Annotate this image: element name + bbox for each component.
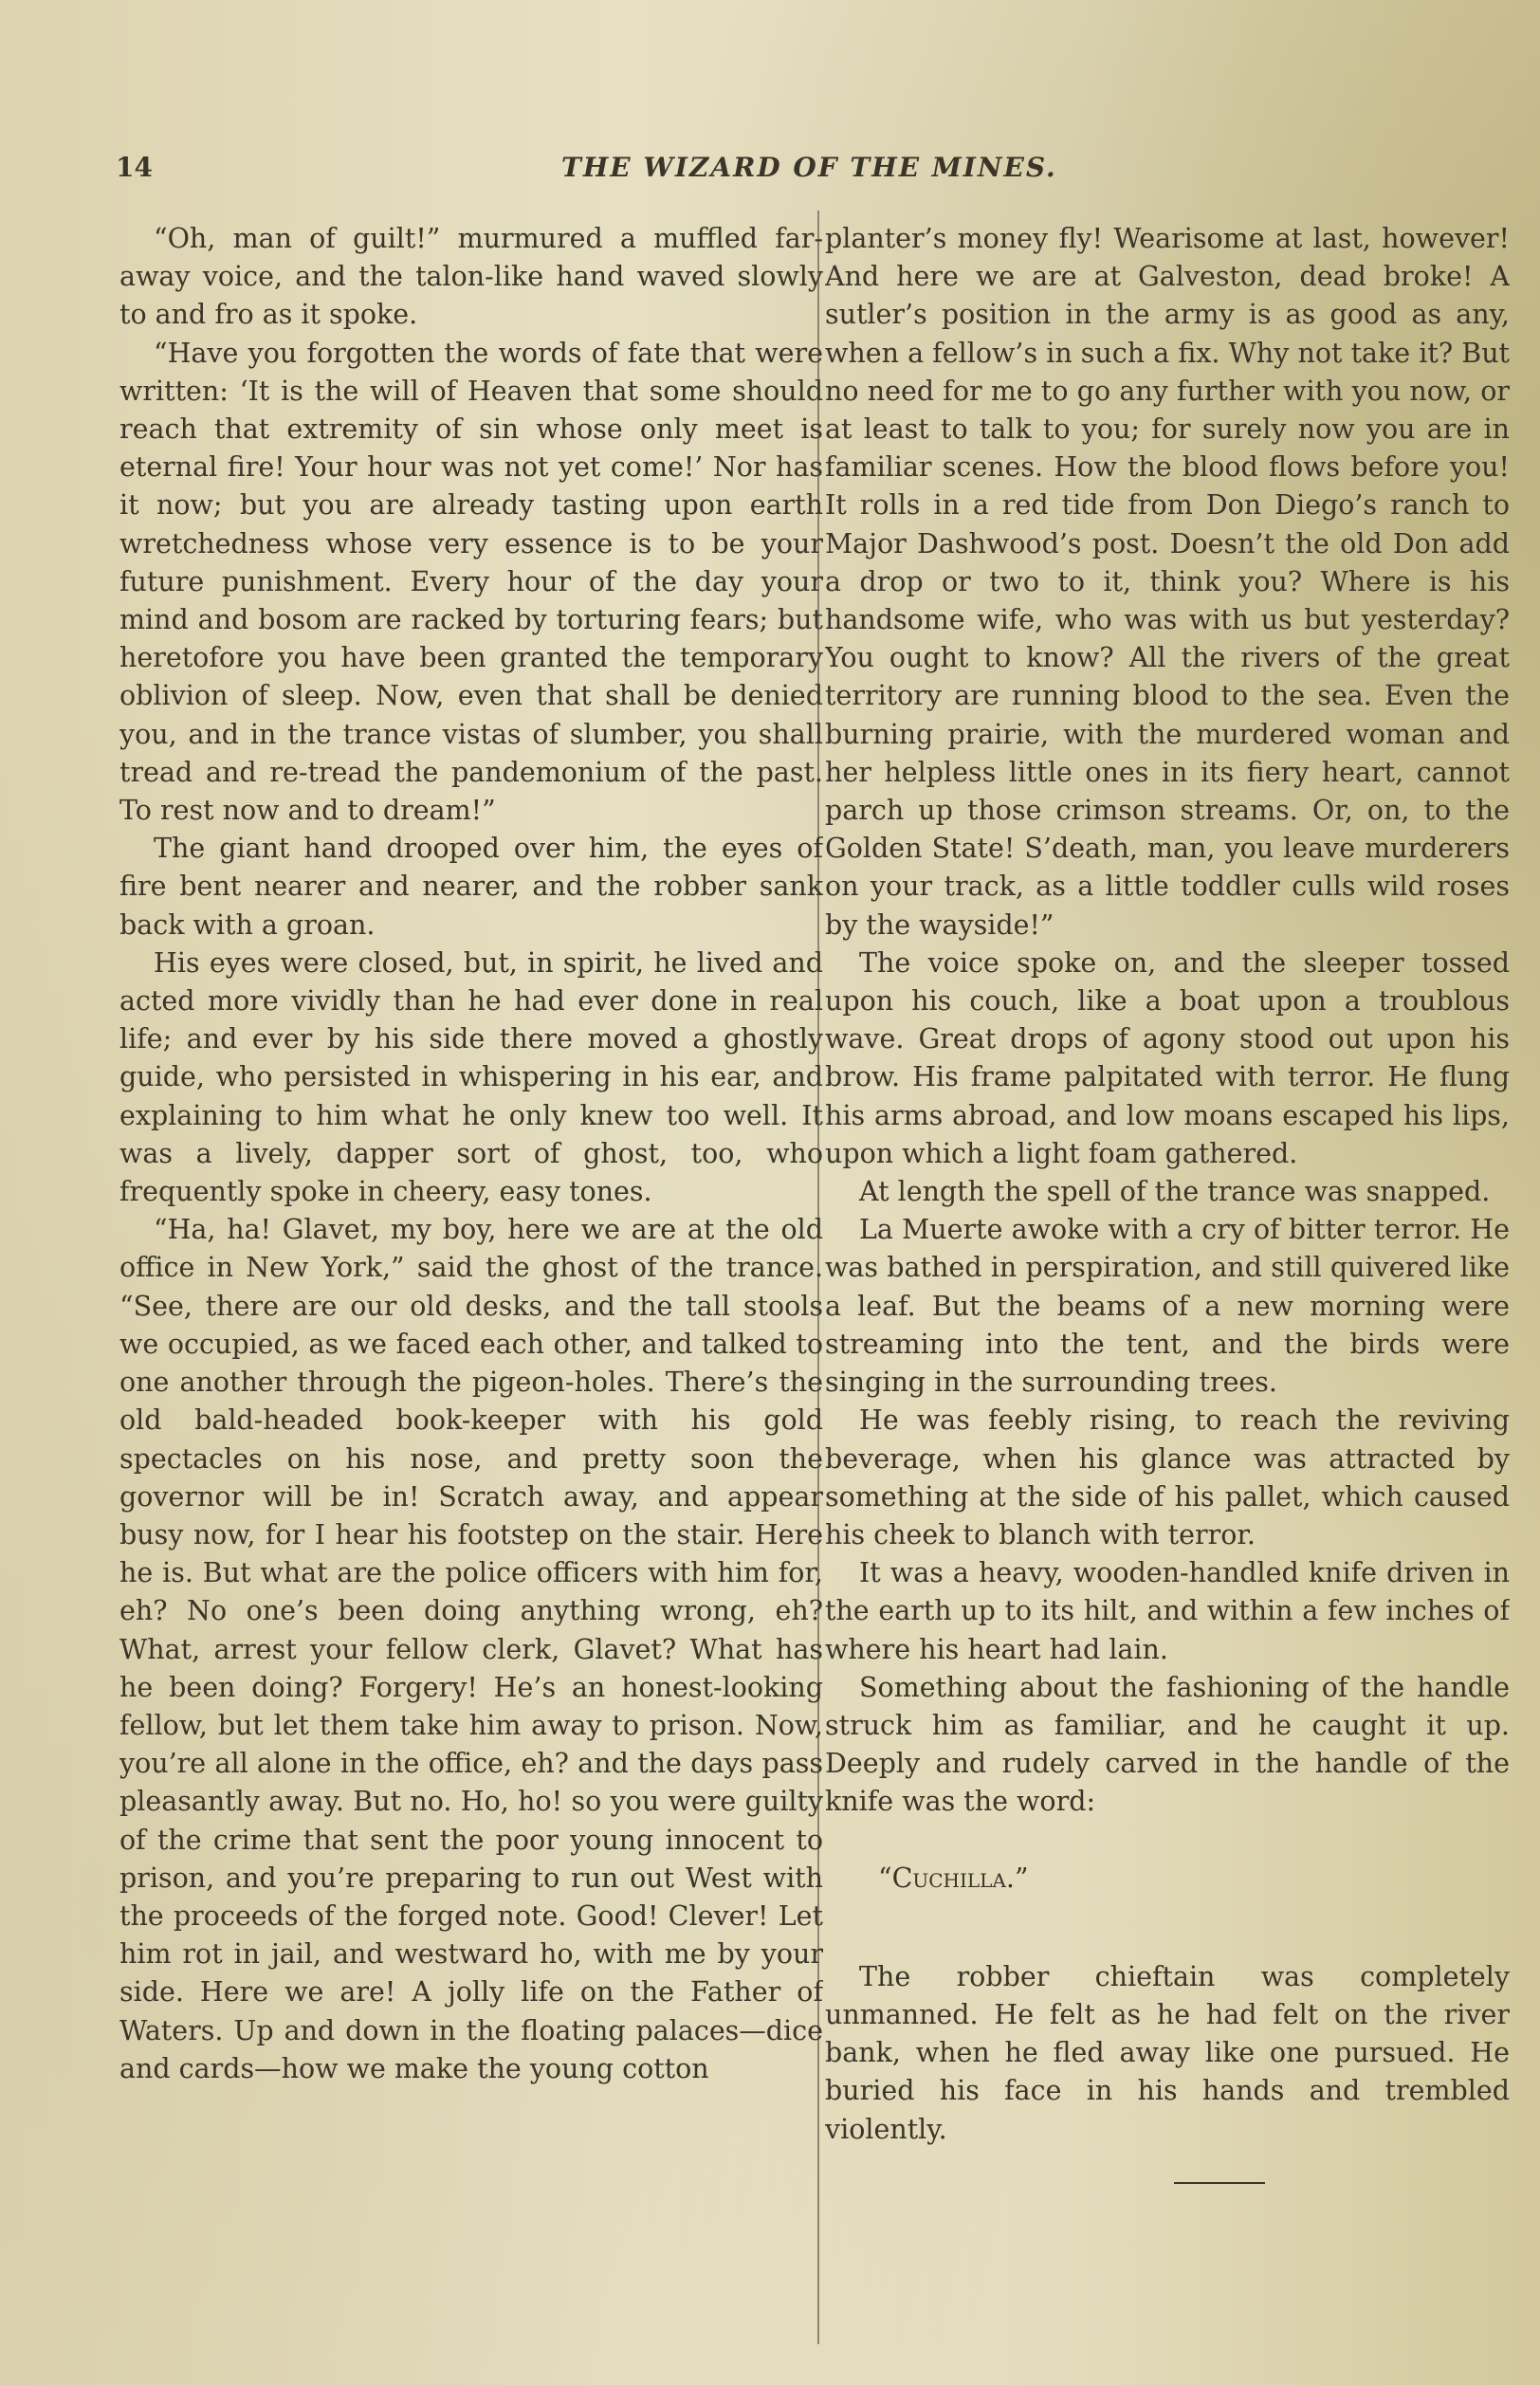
section-end <box>825 2156 1510 2194</box>
paragraph: The giant hand drooped over him, the eyes of fire bent nearer and nearer, and the robber sank back with a groan. <box>119 833 823 941</box>
paragraph: “Ha, ha! Glavet, my boy, here we are at the old office in New York,” said the ghost of the trance. “See, there are our old desks, and the tall stools we occupied, as we faced each other, and talked to one another through the pigeon-holes. There’s the old bald-headed book-keeper with his gold spectacles on his nose, and pretty soon the governor will be in! Scratch away, and appear busy now, for I hear his footstep on the stair. Here he is. But what are the police officers with him for, eh? No one’s been doing anything wrong, eh? What, arrest your fellow clerk, Glavet? What has he been doing? Forgery! He’s an honest-looking fellow, but let them take him away to prison. Now, you’re all alone in the office, eh? and the days pass pleasantly away. But no. Ho, ho! so you were guilty of the crime that sent the poor young innocent to prison, and you’re preparing to run out West with the proceeds of the forged note. Good! Clever! Let him rot in jail, and westward ho, with me by your side. Here we are! A jolly life on the Father of Waters. Up and down in the floating palaces—dice and cards—how we make the young cotton <box>119 1214 823 2084</box>
paragraph: The robber chieftain was completely unmanned. He felt as he had felt on the river bank, when he fled away like one pursued. He buried his face in his hands and trembled violently. <box>825 1960 1510 2145</box>
page-header <box>116 152 1510 190</box>
paragraph: “Oh, man of guilt!” murmured a muffled far-away voice, and the talon-like hand waved slowly to and fro as it spoke. <box>119 223 823 331</box>
paragraph: His eyes were closed, but, in spirit, he lived and acted more vividly than he had ever done in real life; and ever by his side there moved a ghostly guide, who persisted in whispering in his ear, and explaining to him what he only knew too well. It was a lively, dapper sort of ghost, too, who frequently spoke in cheery, easy tones. <box>119 946 823 1208</box>
paragraph: “Have you forgotten the words of fate that were written: ‘It is the will of Heaven that some should reach that extremity of sin whose only meet is eternal fire! Your hour was not yet come!’ Nor has it now; but you are already tasting upon earth wretchedness whose very essence is to be your future punishment. Every hour of the day your mind and bosom are racked by torturing fears; but heretofore you have been granted the temporary oblivion of sleep. Now, even that shall be denied you, and in the trance vistas of slumber, you shall tread and re-tread the pandemonium of the past. To rest now and to dream!” <box>119 337 823 827</box>
section-end-rule <box>1174 2182 1265 2184</box>
paragraph: La Muerte awoke with a cry of bitter terror. He was bathed in perspiration, and still quivered like a leaf. But the beams of a new morning were streaming into the tent, and the birds were singing in the surrounding trees. <box>825 1214 1510 1399</box>
paragraph: Something about the fashioning of the handle struck him as familiar, and he caught it up. Deeply and rudely carved in the handle of the knife was the word: <box>825 1671 1510 1818</box>
continued-paragraph: planter’s money fly! Wearisome at last, however! And here we are at Galveston, dead broke! A sutler’s position in the army is as good as any, when a fellow’s in such a fix. Why not take it? But no need for me to go any further with you now, or at least to talk to you; for surely now you are in familiar scenes. How the blood flows before you! It rolls in a red tide from Don Diego’s ranch to Major Dashwood’s post. Doesn’t the old Don add a drop or two to it, think you? Where is his handsome wife, who was with us but yesterday? You ought to know? All the rivers of the great territory are running blood to the sea. Even the burning prairie, with the murdered woman and her helpless little ones in its fiery heart, cannot parch up those crimson streams. Or, on, to the Golden State! S’death, man, you leave murderers on your track, as a little toddler culls wild roses by the wayside!” <box>825 223 1510 941</box>
paragraph: At length the spell of the trance was snapped. <box>859 1176 1491 1208</box>
paragraph: It was a heavy, wooden-handled knife driven in the earth up to its hilt, and within a few inches of where his heart had lain. <box>825 1557 1510 1665</box>
left-column <box>119 220 823 2344</box>
running-title: THE WIZARD OF THE MINES. <box>561 152 1057 183</box>
paragraph: He was feebly rising, to reach the reviving beverage, when his glance was attracted by something at the side of his pallet, which caused his cheek to blanch with terror. <box>825 1404 1510 1550</box>
paragraph: The voice spoke on, and the sleeper tossed upon his couch, like a boat upon a troublous wave. Great drops of agony stood out upon his brow. His frame palpitated with terror. He flung his arms abroad, and low moans escaped his lips, upon which a light foam gathered. <box>825 946 1510 1169</box>
knife-inscription: “Cuchilla.” <box>878 1862 1029 1894</box>
page-number: 14 <box>116 152 153 183</box>
right-column <box>825 220 1510 2344</box>
